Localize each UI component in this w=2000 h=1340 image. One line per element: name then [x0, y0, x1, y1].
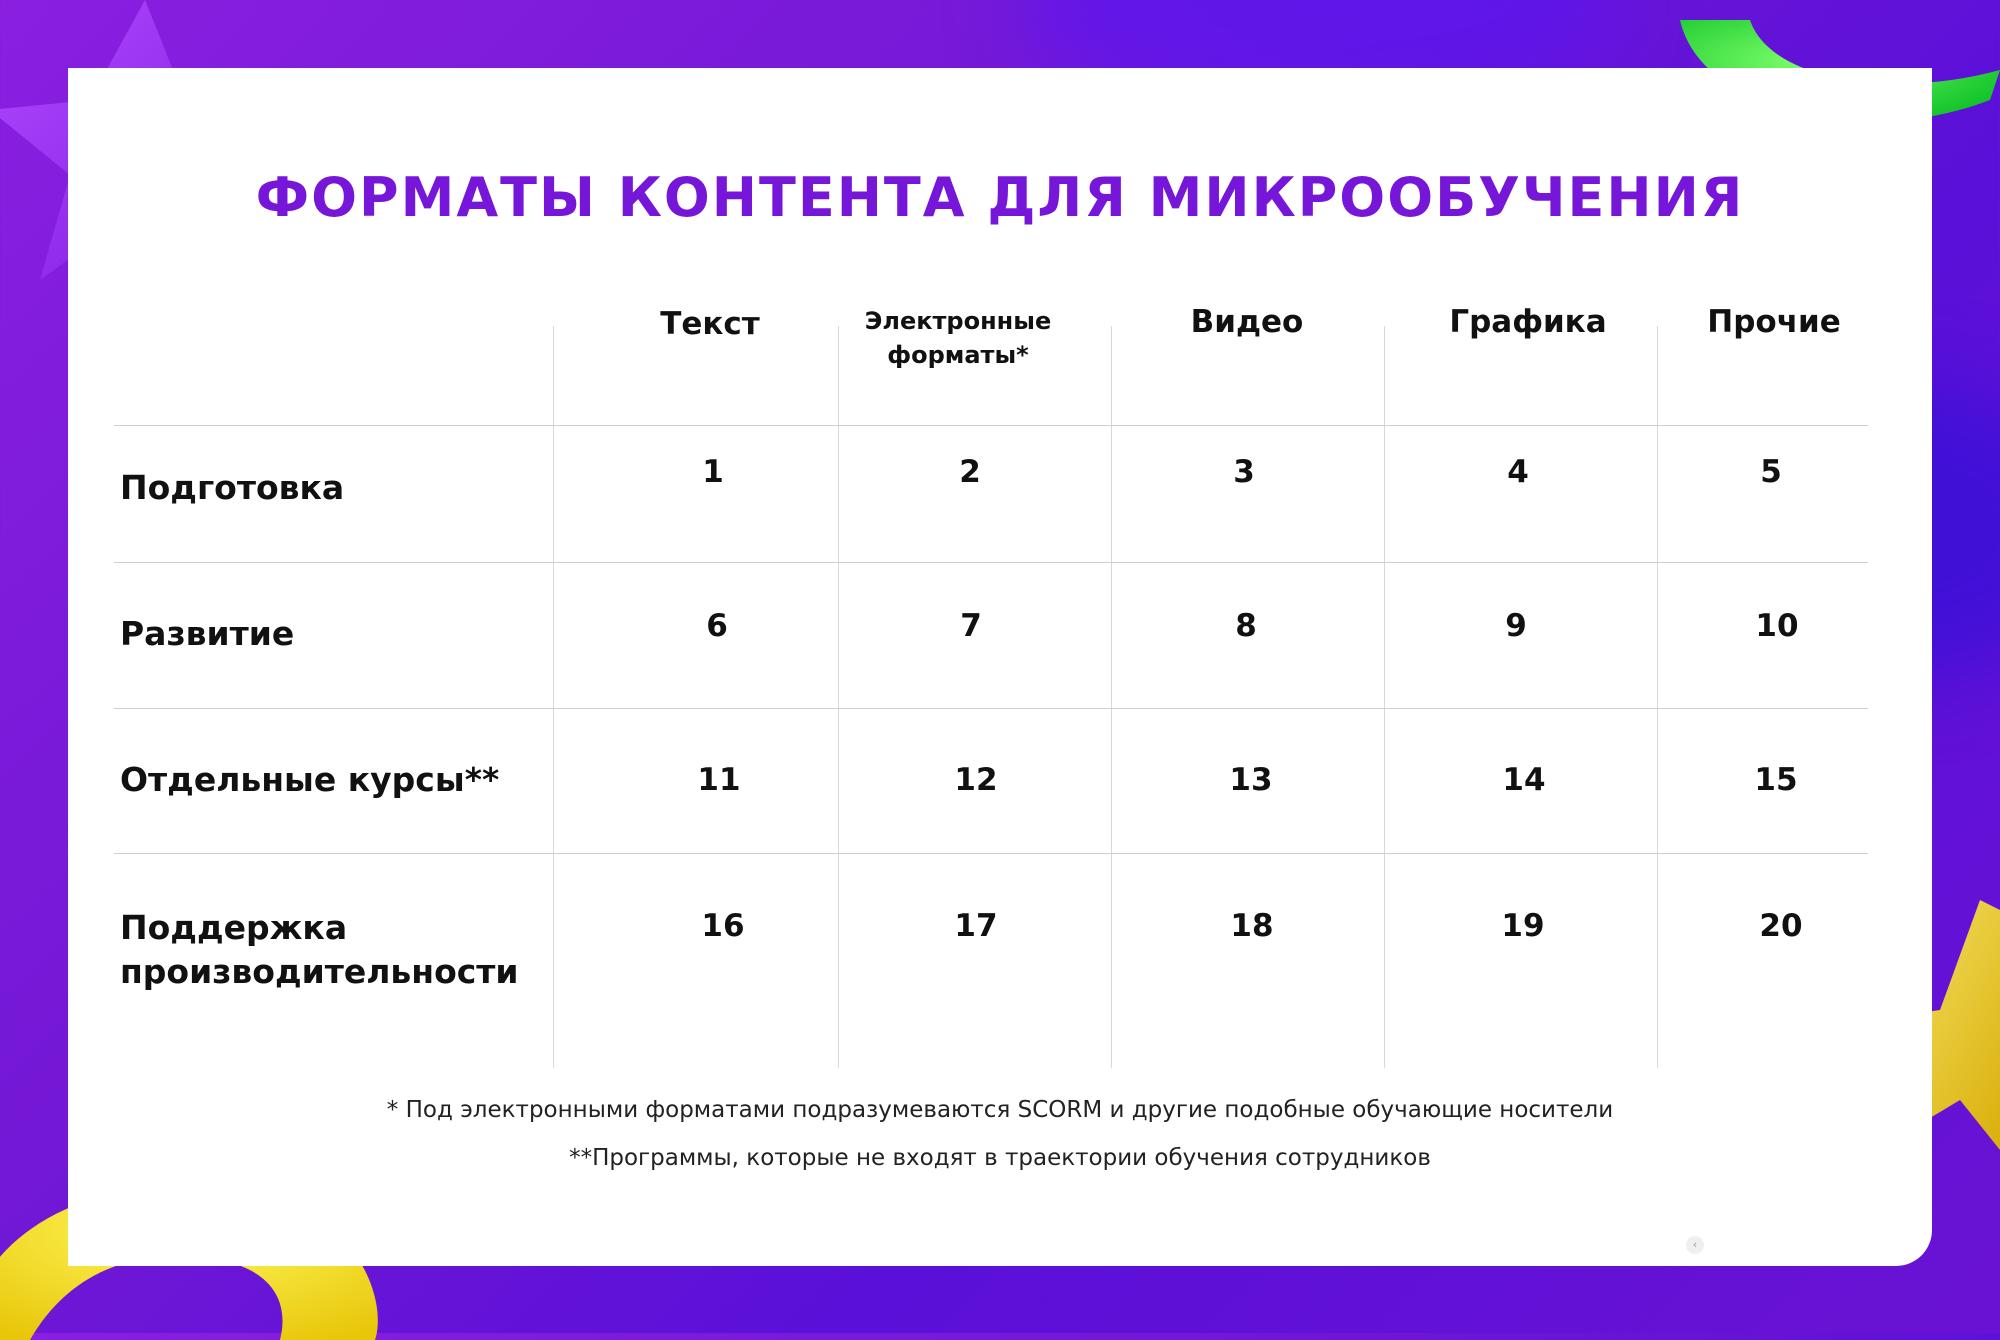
table-cell: 6 — [706, 608, 728, 644]
table-cell: 7 — [960, 608, 982, 644]
column-header-other: Прочие — [1707, 304, 1841, 340]
table-cell: 1 — [702, 454, 724, 490]
table-cell: 3 — [1233, 454, 1255, 490]
table-cell: 20 — [1759, 908, 1803, 944]
chevron-left-icon[interactable]: ‹ — [1686, 1236, 1704, 1254]
table-cell: 4 — [1507, 454, 1529, 490]
column-divider — [1111, 326, 1112, 1068]
row-divider — [114, 562, 1868, 563]
table-cell: 17 — [954, 908, 998, 944]
table-cell: 5 — [1760, 454, 1782, 490]
column-header-text: Текст — [660, 306, 760, 342]
row-label-separate-courses: Отдельные курсы** — [120, 760, 500, 799]
column-header-video: Видео — [1190, 304, 1304, 340]
footnote-electronic-formats: * Под электронными форматами подразумеваются SCORM и другие подобные обучающие носители — [386, 1097, 1614, 1123]
row-divider — [114, 853, 1868, 854]
row-label-performance-support: Поддержка производительности — [120, 908, 519, 991]
table-cell: 9 — [1505, 608, 1527, 644]
column-divider — [1384, 326, 1385, 1068]
column-divider — [838, 326, 839, 1068]
footnote-separate-courses: **Программы, которые не входят в траектории обучения сотрудников — [569, 1145, 1431, 1171]
table-cell: 8 — [1235, 608, 1257, 644]
table-cell: 12 — [954, 762, 998, 798]
content-card — [68, 68, 1932, 1266]
table-cell: 13 — [1229, 762, 1273, 798]
column-header-electronic: Электронные форматы* — [864, 307, 1052, 369]
table-cell: 2 — [959, 454, 981, 490]
table-cell: 18 — [1230, 908, 1274, 944]
table-cell: 14 — [1502, 762, 1546, 798]
row-label-development: Развитие — [120, 614, 295, 653]
table-cell: 15 — [1754, 762, 1798, 798]
table-cell: 19 — [1501, 908, 1545, 944]
row-divider — [114, 425, 1868, 426]
table-cell: 10 — [1755, 608, 1799, 644]
table-cell: 16 — [701, 908, 745, 944]
page-title: ФОРМАТЫ КОНТЕНТА ДЛЯ МИКРООБУЧЕНИЯ — [255, 166, 1745, 229]
row-label-preparation: Подготовка — [120, 468, 345, 507]
row-divider — [114, 708, 1868, 709]
table-cell: 11 — [697, 762, 741, 798]
column-divider — [1657, 326, 1658, 1068]
column-header-graphics: Графика — [1449, 304, 1607, 340]
